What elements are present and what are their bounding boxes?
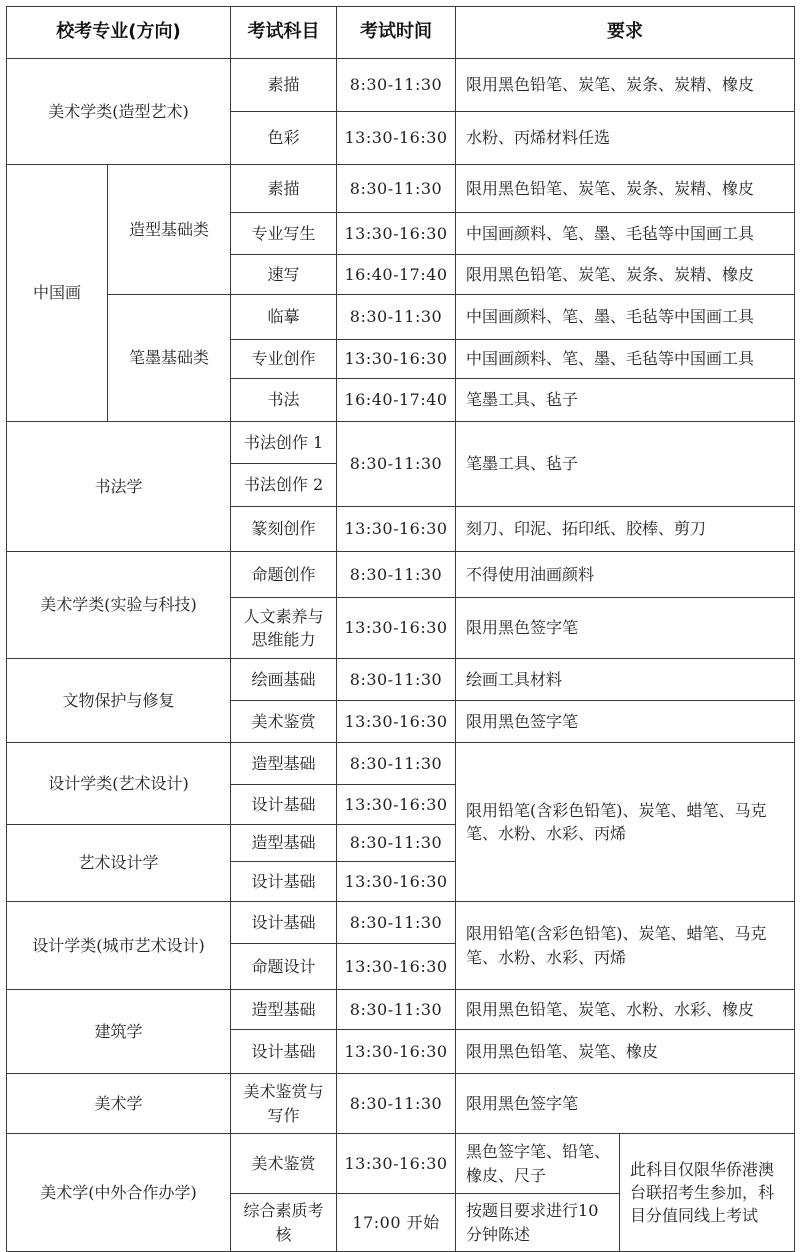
major-cell: 文物保护与修复 bbox=[7, 659, 231, 743]
exam-schedule-table bbox=[6, 6, 795, 1252]
subject-cell: 速写 bbox=[231, 255, 337, 295]
subject-cell: 专业创作 bbox=[231, 340, 337, 379]
subject-cell: 专业写生 bbox=[231, 213, 337, 255]
subject-cell: 造型基础 bbox=[231, 743, 337, 785]
subject-cell: 设计基础 bbox=[231, 785, 337, 825]
table-row bbox=[7, 165, 795, 213]
subject-cell: 书法创作 1 bbox=[231, 422, 337, 464]
subject-cell: 设计基础 bbox=[231, 902, 337, 944]
table-row bbox=[7, 552, 795, 598]
time-cell: 13:30-16:30 bbox=[337, 862, 456, 902]
table-row bbox=[7, 1074, 795, 1134]
time-cell: 13:30-16:30 bbox=[337, 1030, 456, 1074]
subject-cell: 命题创作 bbox=[231, 552, 337, 598]
subject-cell: 命题设计 bbox=[231, 944, 337, 990]
major-cell: 美术学(中外合作办学) bbox=[7, 1134, 231, 1252]
time-cell: 8:30-11:30 bbox=[337, 59, 456, 112]
requirement-cell: 中国画颜料、笔、墨、毛毡等中国画工具 bbox=[456, 213, 795, 255]
requirement-cell: 中国画颜料、笔、墨、毛毡等中国画工具 bbox=[456, 295, 795, 340]
subject-cell: 临摹 bbox=[231, 295, 337, 340]
subject-cell: 美术鉴赏与写作 bbox=[231, 1074, 337, 1134]
requirement-cell: 不得使用油画颜料 bbox=[456, 552, 795, 598]
direction-cell: 造型基础类 bbox=[108, 165, 231, 295]
subject-cell: 设计基础 bbox=[231, 1030, 337, 1074]
requirement-cell: 水粉、丙烯材料任选 bbox=[456, 112, 795, 165]
subject-cell: 书法 bbox=[231, 379, 337, 422]
time-cell: 16:40-17:40 bbox=[337, 379, 456, 422]
time-cell: 13:30-16:30 bbox=[337, 213, 456, 255]
requirement-cell: 限用黑色铅笔、炭笔、橡皮 bbox=[456, 1030, 795, 1074]
subject-cell: 素描 bbox=[231, 59, 337, 112]
table-row bbox=[7, 659, 795, 701]
requirement-cell: 笔墨工具、毡子 bbox=[456, 379, 795, 422]
subject-cell: 书法创作 2 bbox=[231, 464, 337, 507]
table-row bbox=[7, 422, 795, 464]
note-cell: 此科目仅限华侨港澳台联招考生参加，科目分值同线上考试 bbox=[620, 1134, 795, 1252]
major-cell: 美术学 bbox=[7, 1074, 231, 1134]
time-cell: 8:30-11:30 bbox=[337, 659, 456, 701]
time-cell: 8:30-11:30 bbox=[337, 825, 456, 862]
requirement-cell: 限用黑色签字笔 bbox=[456, 1074, 795, 1134]
time-cell: 13:30-16:30 bbox=[337, 340, 456, 379]
major-cell: 设计学类(艺术设计) bbox=[7, 743, 231, 825]
major-cell: 建筑学 bbox=[7, 990, 231, 1074]
time-cell: 13:30-16:30 bbox=[337, 112, 456, 165]
header-subject: 考试科目 bbox=[231, 7, 337, 59]
requirement-cell: 限用黑色铅笔、炭笔、水粉、水彩、橡皮 bbox=[456, 990, 795, 1030]
major-cell: 艺术设计学 bbox=[7, 825, 231, 902]
requirement-cell: 限用铅笔(含彩色铅笔)、炭笔、蜡笔、马克笔、水粉、水彩、丙烯 bbox=[456, 902, 795, 990]
table-row bbox=[7, 295, 795, 340]
header-time: 考试时间 bbox=[337, 7, 456, 59]
time-cell: 8:30-11:30 bbox=[337, 422, 456, 507]
direction-cell: 笔墨基础类 bbox=[108, 295, 231, 422]
requirement-cell: 限用黑色铅笔、炭笔、炭条、炭精、橡皮 bbox=[456, 165, 795, 213]
subject-cell: 造型基础 bbox=[231, 990, 337, 1030]
time-cell: 8:30-11:30 bbox=[337, 743, 456, 785]
table-row bbox=[7, 1134, 795, 1194]
major-cell: 美术学类(实验与科技) bbox=[7, 552, 231, 659]
subject-cell: 色彩 bbox=[231, 112, 337, 165]
major-cell: 中国画 bbox=[7, 165, 108, 422]
subject-cell: 人文素养与思维能力 bbox=[231, 598, 337, 659]
major-cell: 设计学类(城市艺术设计) bbox=[7, 902, 231, 990]
header-requirement: 要求 bbox=[456, 7, 795, 59]
table-row bbox=[7, 743, 795, 785]
time-cell: 13:30-16:30 bbox=[337, 507, 456, 552]
major-cell: 美术学类(造型艺术) bbox=[7, 59, 231, 165]
subject-cell: 美术鉴赏 bbox=[231, 1134, 337, 1194]
requirement-cell: 刻刀、印泥、拓印纸、胶棒、剪刀 bbox=[456, 507, 795, 552]
table-row bbox=[7, 902, 795, 944]
time-cell: 8:30-11:30 bbox=[337, 990, 456, 1030]
subject-cell: 设计基础 bbox=[231, 862, 337, 902]
time-cell: 8:30-11:30 bbox=[337, 902, 456, 944]
requirement-cell: 限用黑色铅笔、炭笔、炭条、炭精、橡皮 bbox=[456, 255, 795, 295]
header-row bbox=[7, 7, 795, 59]
requirement-cell: 黑色签字笔、铅笔、橡皮、尺子 bbox=[456, 1134, 620, 1194]
time-cell: 8:30-11:30 bbox=[337, 552, 456, 598]
time-cell: 16:40-17:40 bbox=[337, 255, 456, 295]
time-cell: 13:30-16:30 bbox=[337, 598, 456, 659]
time-cell: 13:30-16:30 bbox=[337, 944, 456, 990]
subject-cell: 篆刻创作 bbox=[231, 507, 337, 552]
time-cell: 13:30-16:30 bbox=[337, 1134, 456, 1194]
time-cell: 13:30-16:30 bbox=[337, 701, 456, 743]
subject-cell: 综合素质考核 bbox=[231, 1194, 337, 1252]
header-major: 校考专业(方向) bbox=[7, 7, 231, 59]
major-cell: 书法学 bbox=[7, 422, 231, 552]
time-cell: 8:30-11:30 bbox=[337, 295, 456, 340]
subject-cell: 造型基础 bbox=[231, 825, 337, 862]
subject-cell: 绘画基础 bbox=[231, 659, 337, 701]
time-cell: 13:30-16:30 bbox=[337, 785, 456, 825]
requirement-cell: 笔墨工具、毡子 bbox=[456, 422, 795, 507]
requirement-cell: 限用黑色签字笔 bbox=[456, 598, 795, 659]
requirement-cell: 中国画颜料、笔、墨、毛毡等中国画工具 bbox=[456, 340, 795, 379]
table-row bbox=[7, 59, 795, 112]
subject-cell: 素描 bbox=[231, 165, 337, 213]
requirement-cell: 限用铅笔(含彩色铅笔)、炭笔、蜡笔、马克笔、水粉、水彩、丙烯 bbox=[456, 743, 795, 902]
time-cell: 8:30-11:30 bbox=[337, 165, 456, 213]
time-cell: 17:00 开始 bbox=[337, 1194, 456, 1252]
table-row bbox=[7, 990, 795, 1030]
requirement-cell: 按题目要求进行10分钟陈述 bbox=[456, 1194, 620, 1252]
time-cell: 8:30-11:30 bbox=[337, 1074, 456, 1134]
requirement-cell: 限用黑色签字笔 bbox=[456, 701, 795, 743]
requirement-cell: 绘画工具材料 bbox=[456, 659, 795, 701]
requirement-cell: 限用黑色铅笔、炭笔、炭条、炭精、橡皮 bbox=[456, 59, 795, 112]
subject-cell: 美术鉴赏 bbox=[231, 701, 337, 743]
